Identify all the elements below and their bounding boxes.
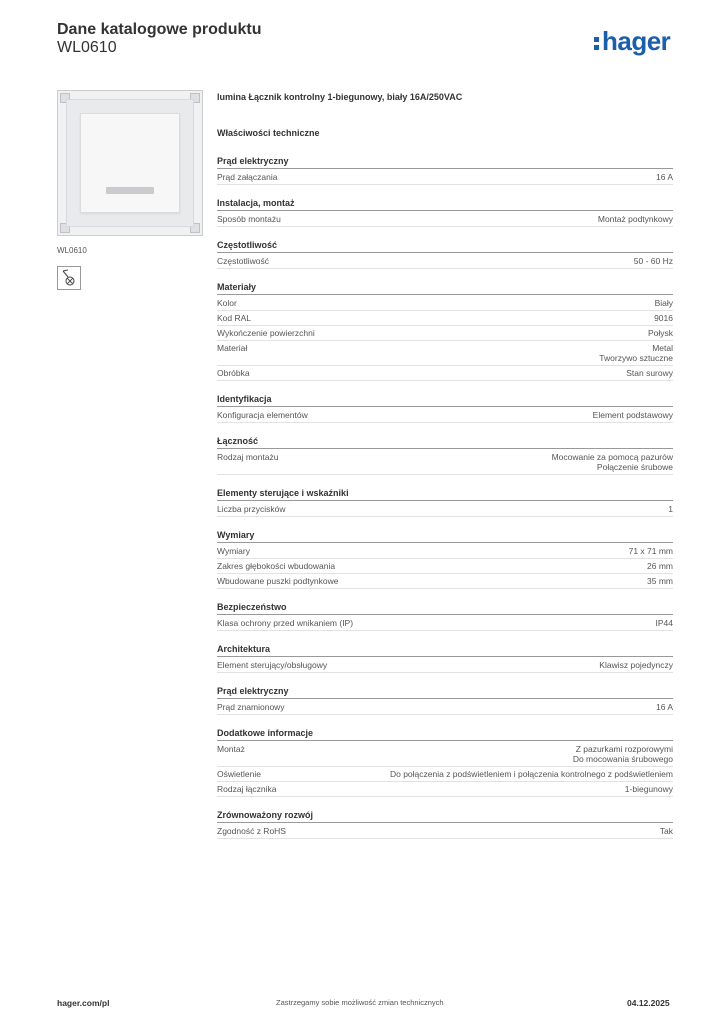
group-title: Bezpieczeństwo — [217, 602, 673, 615]
property-row — [217, 544, 673, 559]
property-label: Prąd znamionowy — [217, 702, 285, 712]
property-value: Połysk — [647, 328, 673, 338]
property-value: Tak — [659, 826, 673, 836]
group-title: Częstotliwość — [217, 240, 673, 253]
group-title: Prąd elektryczny — [217, 156, 673, 169]
pilot-lamp-symbol-icon — [57, 266, 81, 290]
property-label: Rodzaj łącznika — [217, 784, 277, 794]
property-value: Z pazurkami rozporowymi Do mocowania śrubowego — [572, 744, 673, 764]
property-label: Oświetlenie — [217, 769, 261, 779]
property-row — [217, 254, 673, 269]
property-label: Częstotliwość — [217, 256, 269, 266]
document-title: Dane katalogowe produktu — [57, 21, 262, 38]
group-title: Prąd elektryczny — [217, 686, 673, 699]
property-label: Kolor — [217, 298, 237, 308]
group-title: Dodatkowe informacje — [217, 728, 673, 741]
property-value: Stan surowy — [626, 368, 673, 378]
property-value: Montaż podtynkowy — [597, 214, 673, 224]
property-value: 16 A — [655, 172, 673, 182]
property-row — [217, 658, 673, 673]
property-label: Materiał — [217, 343, 248, 353]
group-title: Łączność — [217, 436, 673, 449]
property-row — [217, 326, 673, 341]
property-group — [217, 198, 673, 227]
property-label: Konfiguracja elementów — [217, 410, 308, 420]
property-value: IP44 — [655, 618, 673, 628]
property-label: Wykończenie powierzchni — [217, 328, 315, 338]
property-row — [217, 311, 673, 326]
hager-logo: hager — [594, 26, 670, 57]
group-title: Instalacja, montaż — [217, 198, 673, 211]
property-label: Zakres głębokości wbudowania — [217, 561, 336, 571]
property-group — [217, 530, 673, 589]
property-label: Wymiary — [217, 546, 250, 556]
property-group — [217, 394, 673, 423]
group-title: Elementy sterujące i wskaźniki — [217, 488, 673, 501]
property-group — [217, 810, 673, 839]
property-label: Sposób montażu — [217, 214, 281, 224]
logo-dots-icon — [594, 34, 599, 53]
property-value: Klawisz pojedynczy — [599, 660, 673, 670]
property-row — [217, 700, 673, 715]
property-value: Metal Tworzywo sztuczne — [599, 343, 673, 363]
property-group — [217, 282, 673, 381]
group-title: Zrównoważony rozwój — [217, 810, 673, 823]
property-value: 1-biegunowy — [624, 784, 673, 794]
property-label: Element sterujący/obsługowy — [217, 660, 328, 670]
group-title: Wymiary — [217, 530, 673, 543]
product-code: WL0610 — [57, 39, 117, 56]
property-value: 26 mm — [647, 561, 673, 571]
property-label: Rodzaj montażu — [217, 452, 279, 462]
property-group — [217, 488, 673, 517]
property-label: Obróbka — [217, 368, 250, 378]
property-value: Mocowanie za pomocą pazurów Połączenie śrubowe — [551, 452, 673, 472]
property-value: 35 mm — [647, 576, 673, 586]
property-row — [217, 170, 673, 185]
property-row — [217, 450, 673, 475]
property-value: 1 — [668, 504, 673, 514]
property-group — [217, 686, 673, 715]
property-value: Element podstawowy — [592, 410, 673, 420]
property-row — [217, 782, 673, 797]
property-value: 71 x 71 mm — [628, 546, 673, 556]
property-groups — [217, 156, 673, 839]
property-label: Klasa ochrony przed wnikaniem (IP) — [217, 618, 354, 628]
property-row — [217, 742, 673, 767]
property-label: Kod RAL — [217, 313, 252, 323]
property-label: Wbudowane puszki podtynkowe — [217, 576, 339, 586]
product-name: lumina Łącznik kontrolny 1-biegunowy, biały 16A/250VAC — [217, 92, 463, 102]
property-group — [217, 156, 673, 185]
property-row — [217, 408, 673, 423]
footer-disclaimer: Zastrzegamy sobie możliwość zmian technicznych — [276, 998, 444, 1007]
property-value: 9016 — [654, 313, 673, 323]
property-row — [217, 366, 673, 381]
property-value: 50 - 60 Hz — [633, 256, 673, 266]
property-label: Prąd załączania — [217, 172, 278, 182]
property-group — [217, 728, 673, 797]
property-row — [217, 616, 673, 631]
property-label: Zgodność z RoHS — [217, 826, 286, 836]
image-caption: WL0610 — [57, 246, 87, 255]
property-value: 16 A — [655, 702, 673, 712]
property-label: Montaż — [217, 744, 245, 754]
footer-website[interactable]: hager.com/pl — [57, 998, 110, 1008]
property-row — [217, 296, 673, 311]
group-title: Identyfikacja — [217, 394, 673, 407]
indicator-led — [106, 187, 154, 194]
property-row — [217, 824, 673, 839]
group-title: Materiały — [217, 282, 673, 295]
group-title: Architektura — [217, 644, 673, 657]
property-row — [217, 767, 673, 782]
property-group — [217, 644, 673, 673]
footer-date: 04.12.2025 — [627, 998, 670, 1008]
property-label: Liczba przycisków — [217, 504, 286, 514]
property-row — [217, 341, 673, 366]
properties-heading: Właściwości techniczne — [217, 128, 320, 138]
property-group — [217, 240, 673, 269]
property-row — [217, 212, 673, 227]
property-group — [217, 602, 673, 631]
property-row — [217, 574, 673, 589]
property-value: Do połączenia z podświetleniem i połączenia kontrolnego z podświetleniem — [389, 769, 673, 779]
product-image — [57, 90, 203, 236]
property-row — [217, 502, 673, 517]
product-details — [217, 92, 673, 852]
property-row — [217, 559, 673, 574]
property-group — [217, 436, 673, 475]
property-value: Biały — [654, 298, 673, 308]
